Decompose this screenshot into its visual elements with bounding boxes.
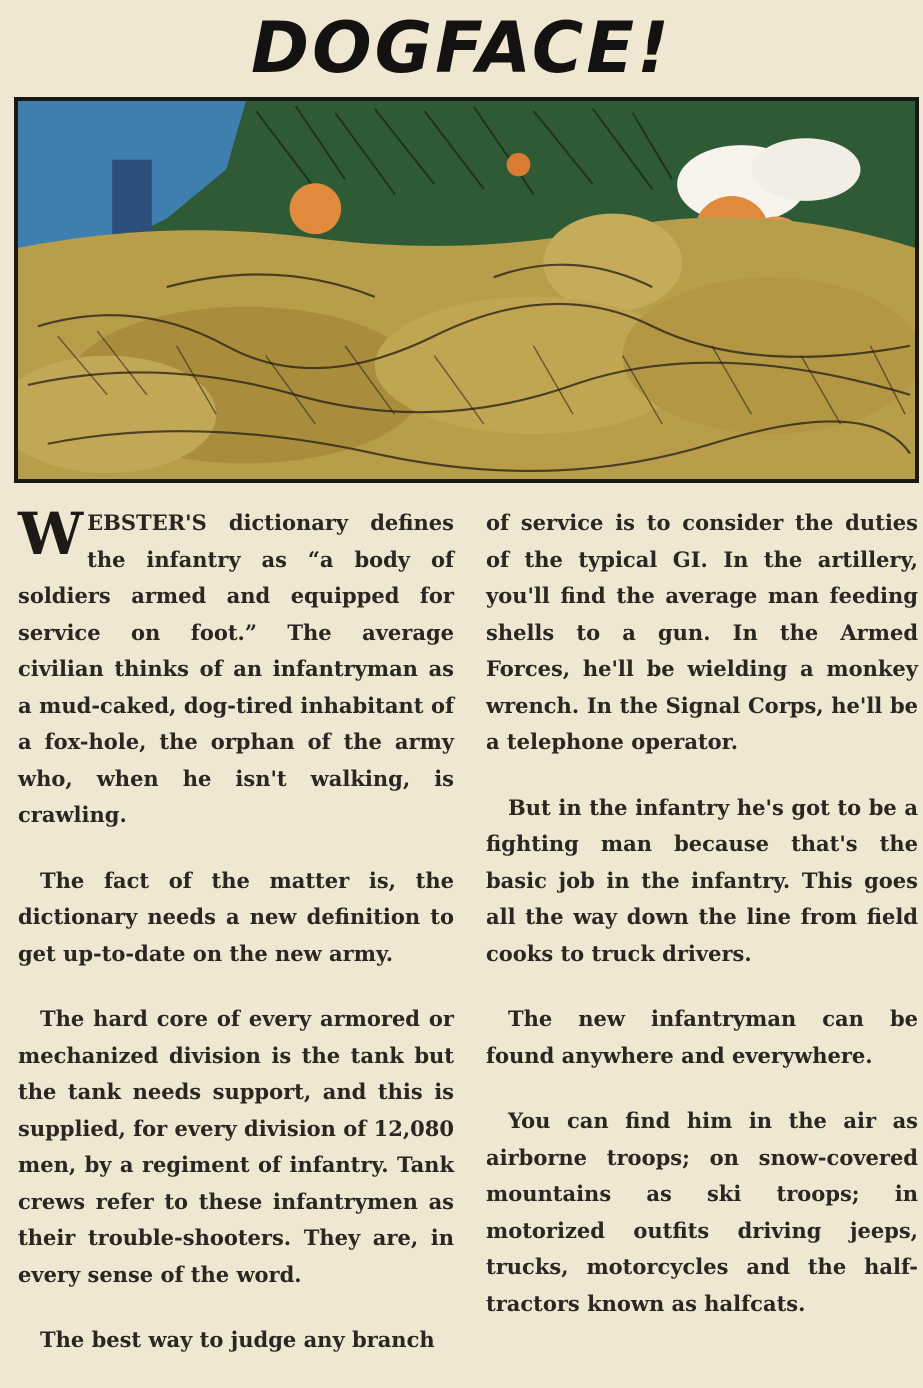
paragraph — [486, 790, 918, 973]
paragraph — [18, 1001, 454, 1293]
paragraph — [18, 500, 454, 834]
illustration-panel — [14, 97, 919, 483]
paragraph — [18, 1322, 454, 1359]
paragraph-text: You can find him in the air as airborne troops; on snow-covered mountains as ski troops; in motorized outfits driving jeeps, trucks, motorcycles and the half-tractors known as halfcats. — [486, 1108, 918, 1316]
paragraph-text: The best way to judge any branch — [40, 1327, 435, 1352]
infantry-soldiers-battlefield-illustration — [18, 101, 915, 479]
paragraph-text: The hard core of every armored or mechanized division is the tank but the tank needs support, and this is supplied, for every division of 12,080 men, by a regiment of infantry. Tank crews refer to these infantrymen as their trouble-shooters. They are, in every sense of the word. — [18, 1006, 454, 1287]
paragraph-text: But in the infantry he's got to be a fighting man because that's the basic job in the infantry. This goes all the way down the line from field cooks to truck drivers. — [486, 794, 918, 966]
article-column-right — [486, 505, 918, 1351]
paragraph-text: EBSTER'S dictionary defines the infantry as “a body of soldiers armed and equipped for service on foot.” The average civilian thinks of an infantryman as a mud-caked, dog-tired inhabitant of a fox-hole, the orphan of the army who, when he isn't walking, is crawling. — [18, 510, 454, 827]
drop-cap: W — [18, 500, 84, 568]
paragraph — [18, 863, 454, 973]
paragraph-text: The new infantryman can be found anywhere and everywhere. — [486, 1006, 918, 1068]
paragraph — [486, 1103, 918, 1322]
paragraph-text: The fact of the matter is, the dictionary needs a new definition to get up-to-date on the new army. — [18, 867, 454, 966]
paragraph — [486, 505, 918, 761]
article-column-left — [18, 500, 454, 1388]
page-title: DOGFACE! — [251, 7, 672, 89]
paragraph — [486, 1001, 918, 1074]
paragraph-text: of service is to consider the duties of the typical GI. In the artillery, you'll find the average man feeding shells to a gun. In the Armed Forces, he'll be wielding a monkey wrench. In the Signal Corps, he'll be a telephone operator. — [486, 510, 918, 754]
